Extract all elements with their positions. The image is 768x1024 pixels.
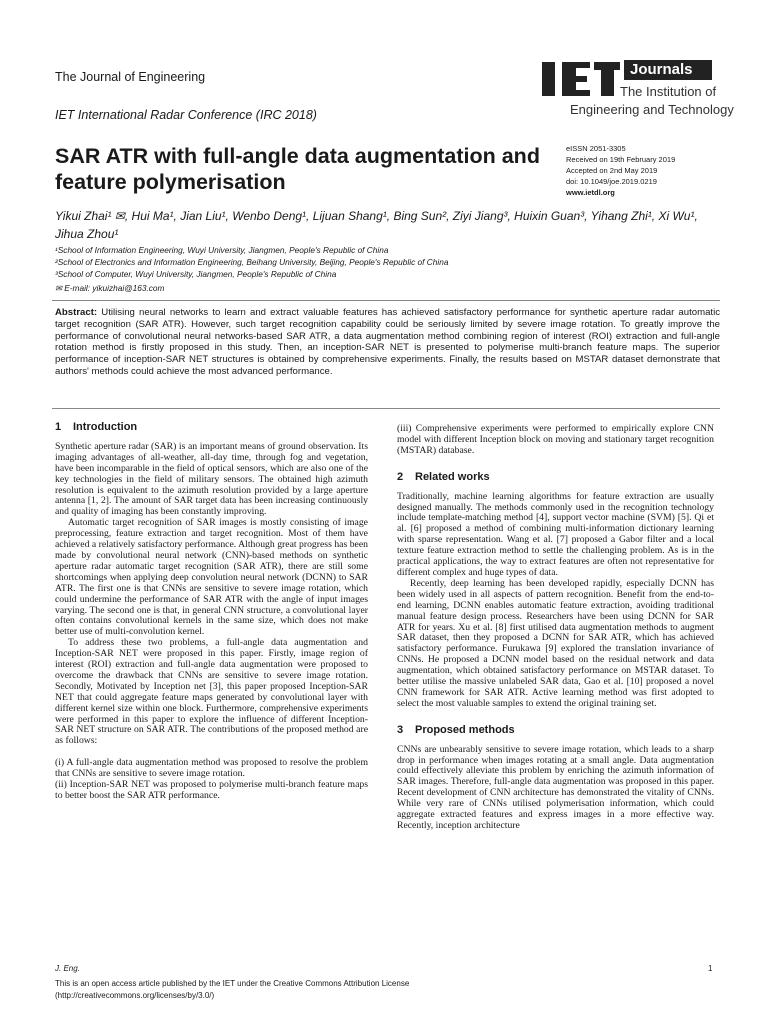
contribution-item-2: (ii) Inception-SAR NET was proposed to polymerise multi-branch feature maps to better boost the SAR ATR performance. <box>55 779 368 801</box>
affiliation-2: ²School of Electronics and Information Engineering, Beihang University, Beijing, People's Republic of China <box>55 257 449 267</box>
iet-logo-mark <box>540 58 620 96</box>
contact-email: ✉ E-mail: yikuizhai@163.com <box>55 283 165 293</box>
logo-institution-line1: The Institution of <box>620 84 717 99</box>
author-list: Yikui Zhai¹ ✉, Hui Ma¹, Jian Liu¹, Wenbo Deng¹, Lijuan Shang¹, Bing Sun², Ziyi Jiang³, Huixin Guan³, Yihang Zhi¹, Xi Wu¹, Jihua Zhou¹ <box>55 209 698 241</box>
logo-institution-line2: Engineering and Technology <box>570 102 734 117</box>
accepted-date: Accepted on 2nd May 2019 <box>566 166 658 175</box>
abstract-label: Abstract: <box>55 307 98 318</box>
related-paragraph-2: Recently, deep learning has been developed rapidly, especially DCNN has been widely used in all aspects of pattern recognition. Benefit from the end-to-end learning, DCNN enables automatic feature extraction, avoiding traditional manual feature design process. Researchers have been using DCNN for SAR ATR for years. Xu et al. [8] first utilised data augmentation methods to augment SAR dataset, then they proposed a DCNN for SAR ATR, which has achieved satisfactory performance. Furukawa [9] explored the translation invariance of CNNs. He proposed a DCNN model based on the residual network and data augmentation, which obtained satisfactory performance on MSTAR dataset. To better utilise the massive unlabeled SAR data, Gao et al. [10] proposed a novel CNN framework for SAR ATR. Active learning method was first adopted to select the most valuable samples to extend the original training set. <box>397 577 714 709</box>
logo-journals-label: Journals <box>624 60 712 80</box>
journal-name: The Journal of Engineering <box>55 70 206 84</box>
section-heading-introduction: 1 Introduction <box>55 421 138 433</box>
affiliation-1: ¹School of Information Engineering, Wuyi University, Jiangmen, People's Republic of China <box>55 245 389 255</box>
iet-logo <box>540 58 734 128</box>
license-line-1: This is an open access article published by the IET under the Creative Commons Attribution License <box>55 979 410 988</box>
affiliation-3: ³School of Computer, Wuyi University, Jiangmen, People's Republic of China <box>55 269 337 279</box>
article-meta <box>566 143 675 198</box>
intro-paragraph-1: Synthetic aperture radar (SAR) is an important means of ground observation. Its imaging advantages of all-weather, all-day time, through fog and vegetation, have been incomparable in the field of optical sensors, which are also one of the key technologies in the field of military sensors. The obtained high azimuth resolution is equivalent to the azimuth resolution provided by a large aperture antenna [1, 2]. The amount of SAR target data has been increasing continuously and quality of imaging has been constantly improving. <box>55 440 368 518</box>
conference-name: IET International Radar Conference (IRC 2018) <box>55 108 317 122</box>
license-url: (http://creativecommons.org/licenses/by/3.0/) <box>55 991 215 1000</box>
divider-bottom <box>52 408 720 409</box>
intro-paragraph-2: Automatic target recognition of SAR images is mostly consisting of image preprocessing, feature extraction and target recognition. Most of them have achieved a relatively satisfactory performance. Although great progress has been made by convolutional neural network (CNN)-based methods on synthetic aperture radar automatic target recognition (SAR ATR), there are still some shortcomings when applying deep convolution neural network (DCNN) to SAR ATR. The first one is that CNNs are sensitive to severe image rotation, which could undermine the performance of SAR ATR with the angle of input images varying. The second one is that, in general CNN structure, a convolutional layer often contains convolutional kernels in the same size, which does not make better use of multi-convolution kernel. <box>55 517 368 638</box>
contribution-item-1: (i) A full-angle data augmentation method was proposed to resolve the problem that CNNs are sensitive to severe image rotation. <box>55 757 368 780</box>
section-heading-related-works: 2 Related works <box>397 470 490 483</box>
related-paragraph-1: Traditionally, machine learning algorithms for feature extraction are usually designed manually. The methods commonly used in the recognition technology include template-matching method [4], support vector machine (SVM) [5]. Qi et al. [6] proposed a method of combining multi-information dictionary learning with sparse representation. Wang et al. [7] proposed a Gabor filter and a local texture feature extraction method to settle the challenging problem. As is in the practical applications, the way to extract features are often not representative for different complex and huge types of data. <box>397 490 714 578</box>
paper-title: SAR ATR with full-angle data augmentation and feature polymerisation <box>55 144 540 194</box>
eissn: eISSN 2051-3305 <box>566 144 626 153</box>
intro-paragraph-3: To address these two problems, a full-angle data augmentation and Inception-SAR NET were proposed in this paper. Firstly, image region of interest (ROI) extraction and full-angle data augmentation were proposed to overcome the drawback that CNNs are sensitive to severe image rotation. Secondly, Motivated by Inception net [3], this paper proposed Inception-SAR NET that could aggregate feature maps generated by convolutional layer with different kernel size within one block. Furthermore, comprehensive experiments were performed in this paper to explore the influence of different Inception-SAR NET structure on SAR ATR. The contributions of the proposed method are as follows: <box>55 637 368 747</box>
section-heading-proposed-methods: 3 Proposed methods <box>397 723 515 736</box>
abstract-text: Utilising neural networks to learn and extract valuable features has achieved satisfactory performance for synthetic aperture radar automatic target recognition (SAR ATR). However, such target recognition capability could be seriously limited by severe image rotation. To greatly improve the performance of convolutional neural networks-based SAR ATR, a data augmentation method combining region of interest (ROI) extraction and full-angle rotation method is firstly proposed in this study. Then, an inception-SAR NET is presented to polymerise multi-branch feature maps. The superior performance of inception-SAR NET structures is obtained by comprehensive experiments. Finally, the results based on MSTAR dataset demonstrate that authors' methods could achieve the most advanced performance. <box>55 307 721 377</box>
doi: doi: 10.1049/joe.2019.0219 <box>566 177 657 186</box>
abstract <box>55 307 720 378</box>
left-column <box>55 422 368 802</box>
page-number: 1 <box>708 964 713 973</box>
received-date: Received on 19th February 2019 <box>566 155 676 164</box>
proposed-paragraph-1: CNNs are unbearably sensitive to severe image rotation, which leads to a sharp drop in performance when images rotating at a small angle. Data augmentation could effectively alleviate this problem by enriching the azimuth information of SAR images. Therefore, full-angle data augmentation was proposed in this paper. Recent development of CNN architecture has demonstrated the vitality of CNNs. While very rare of CNNs utilised polymerisation information, which could aggregate extracted features and express images in a more effective way. Recently, inception architecture <box>397 743 714 831</box>
right-column <box>397 424 714 832</box>
license-notice <box>55 978 409 1002</box>
website: www.ietdl.org <box>566 188 615 197</box>
contribution-item-3: (iii) Comprehensive experiments were performed to empirically explore CNN model with different Inception block on moving and stationary target recognition (MSTAR) database. <box>397 423 714 456</box>
divider-top <box>52 300 720 301</box>
footer-journal: J. Eng. <box>55 964 80 973</box>
